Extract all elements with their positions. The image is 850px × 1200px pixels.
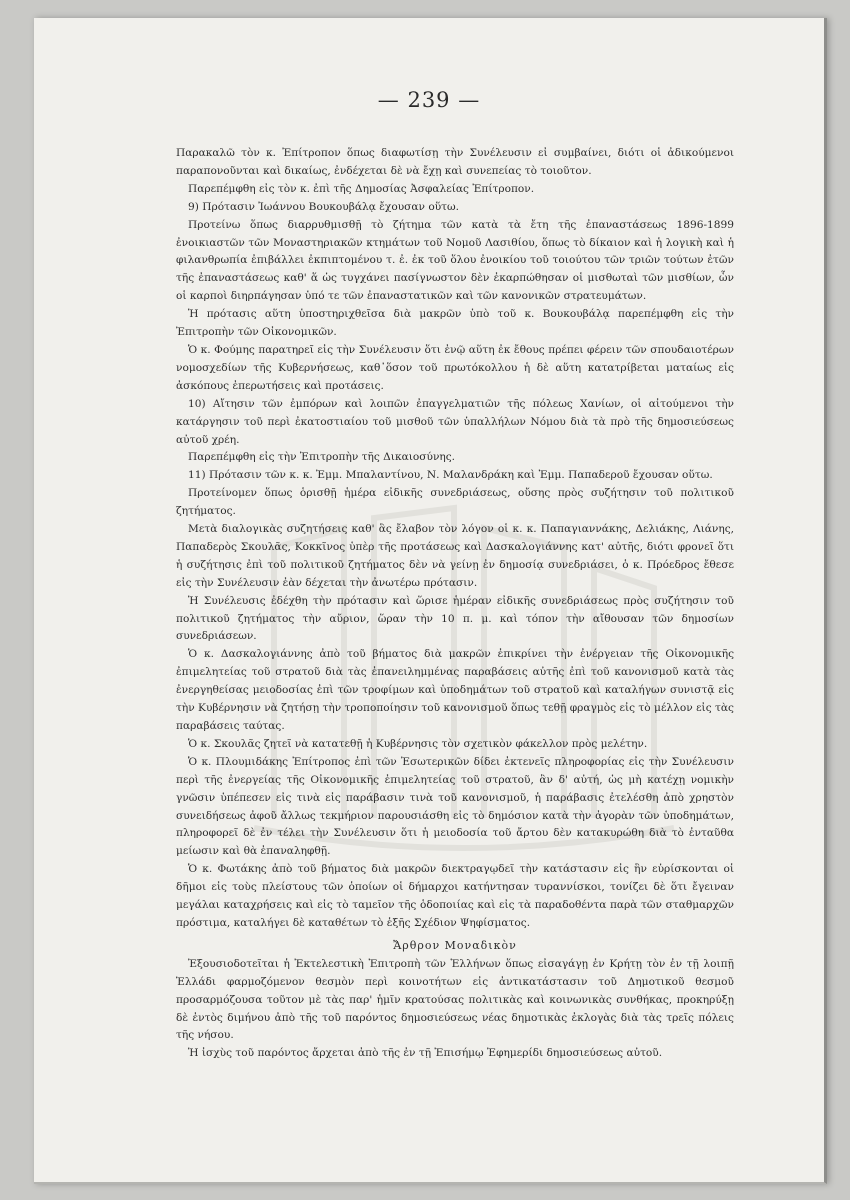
paragraph: Προτείνομεν ὅπως ὁρισθῇ ἡμέρα εἰδικῆς συνεδριάσεως, οὔσης πρὸς συζήτησιν τοῦ πολιτικοῦ ζητήματος. xyxy=(176,487,734,518)
paragraph: Ὁ κ. Πλουμιδάκης Ἐπίτροπος ἐπὶ τῶν Ἐσωτερικῶν δίδει ἐκτενεῖς πληροφορίας εἰς τὴν Συνέλευσιν περὶ τῆς ἐνεργείας τῆς Οἰκονομικῆς ἐπιμελητείας τοῦ στρατοῦ, ἂν δ' αὐτή, ὡς μὴ κατέχῃ νομικὴν γνῶσιν ὑπέπεσεν εἰς τινὰ εἰς παράβασιν τινὰ τοῦ κανονισμοῦ, ἡ παράβασις ἐτελέσθη ἀπὸ χρηστὸν συνειδήσεως ἀφοῦ ἄλλως τεκμήριον παρουσιάσθη εἰς τὸ δημόσιον κατὰ τὴν ἀγορὰν τῶν ὑποδημάτων, πληροφορεῖ δὲ ἐν τέλει τὴν Συνέλευσιν ὅτι ἡ μειοδοσία τοῦ ἄρτου δὲν κατακυρώθη διὰ τὸ ἐνταῦθα μείωσιν καὶ θὰ ἐπαναληφθῇ. xyxy=(176,755,734,858)
paragraph: Ἡ Συνέλευσις ἐδέχθη τὴν πρότασιν καὶ ὥρισε ἡμέραν εἰδικῆς συνεδριάσεως πρὸς συζήτησιν τοῦ πολιτικοῦ ζητήματος τὴν αὔριον, ὥραν τὴν 10 π. μ. καὶ τόπον τὴν αἴθουσαν τῶν δημοσίων συνεδριάσεων. xyxy=(176,594,734,643)
paragraph: Ἡ πρότασις αὕτη ὑποστηριχθεῖσα διὰ μακρῶν ὑπὸ τοῦ κ. Βουκουβάλᾳ παρεπέμφθη εἰς τὴν Ἐπιτροπὴν τῶν Οἰκονομικῶν. xyxy=(176,308,734,339)
paragraph: Ὁ κ. Σκουλᾶς ζητεῖ νὰ κατατεθῇ ἡ Κυβέρνησις τὸν σχετικὸν φάκελλον πρὸς μελέτην. xyxy=(188,737,648,750)
article-paragraph: Ἐξουσιοδοτεῖται ἡ Ἐκτελεστικὴ Ἐπιτροπὴ τῶν Ἑλλήνων ὅπως εἰσαγάγῃ ἐν Κρήτῃ τὸν ἐν τῇ λοιπῇ Ἑλλάδι φαρμοζόμενον θεσμὸν περὶ κοινοτήτων εἰς ἀντικατάστασιν τοῦ Δημοτικοῦ θεσμοῦ προσαρμόζουσα τοῦτον μὲ τὰς παρ' ἡμῖν κρατούσας πολιτικὰς καὶ κοινωνικὰς συνθήκας, προκηρύξῃ δὲ ἐντὸς διμήνου ἀπὸ τῆς τοῦ παρόντος δημοσιεύσεως νέας δημοτικὰς ἐκλογὰς διὰ τὰς τρεῖς πόλεις τῆς νήσου. xyxy=(176,957,734,1042)
paragraph: Προτείνω ὅπως διαρρυθμισθῇ τὸ ζήτημα τῶν κατὰ τὰ ἔτη τῆς ἐπαναστάσεως 1896-1899 ἐνοικιαστῶν τῶν Μοναστηριακῶν κτημάτων τοῦ Νομοῦ Λασιθίου, ὅπως τὸ δίκαιον καὶ ἡ λογικὴ καὶ ἡ φιλανθρωπία ἐπιβάλλει ἐκπιπτομένου τ. ἐ. ἐκ τοῦ ὅλου ἐνοικίου τοῦ τοιούτου τῶν τριῶν τούτων ἐτῶν τῆς ἐπαναστάσεως καθ' ἅ ὡς τυγχάνει πασίγνωστον δὲν ἐκαρπώθησαν οἱ μισθωταὶ τῶν μισθίων, ὧν οἱ καρποὶ διηρπάγησαν ὑπό τε τῶν ἐπαναστατικῶν καὶ τῶν κανονικῶν στρατευμάτων. xyxy=(176,218,734,303)
paragraph: Ὁ κ. Δασκαλογιάννης ἀπὸ τοῦ βήματος διὰ μακρῶν ἐπικρίνει τὴν ἐνέργειαν τῆς Οἰκονομικῆς ἐπιμελητείας τοῦ στρατοῦ διὰ τὰς ἐπανειλημμένας παραβάσεις αὐτῆς ἐπὶ τοῦ κανονισμοῦ κατὰ τὰς ἐνεργηθείσας μειοδοσίας ἐπὶ τῶν τροφίμων καὶ ὑποδημάτων τοῦ στρατοῦ καὶ καταλήγων συνιστᾷ εἰς τὴν Κυβέρνησιν νὰ ζητήσῃ τὴν τροποποίησιν τοῦ κανονισμοῦ ὅπως τεθῇ φραγμὸς εἰς τὸ μέλλον εἰς τὰς παραβάσεις ταύτας. xyxy=(176,648,734,732)
paragraph: Ὁ κ. Φωτάκης ἀπὸ τοῦ βήματος διὰ μακρῶν διεκτραγῳδεῖ τὴν κατάστασιν εἰς ἣν εὑρίσκονται οἱ δῆμοι εἰς τοὺς πλείστους τῶν ὁποίων οἱ δήμαρχοι κατήντησαν τυραννίσκοι, τονίζει δὲ ὅτι ἔγειναν μεγάλαι καταχρήσεις καὶ εἰς τὸ ταμεῖον τῆς ὁδοποιίας καὶ εἰς τὰ παραδοθέντα παρὰ τῶν σταθμαρχῶν πρόστιμα, καταλήγει δὲ καταθέτων τὸ ἑξῆς Σχέδιον Ψηφίσματος. xyxy=(176,863,734,929)
paragraph: 9) Πρότασιν Ἰωάννου Βουκουβάλᾳ ἔχουσαν οὕτω. xyxy=(188,200,460,213)
document-body xyxy=(176,145,734,1063)
paragraph: Παρεπέμφθη εἰς τὸν κ. ἐπὶ τῆς Δημοσίας Ἀσφαλείας Ἐπίτροπον. xyxy=(188,182,535,195)
article-title: Ἄρθρον Μοναδικὸν xyxy=(393,938,517,952)
paragraph: 10) Αἴτησιν τῶν ἐμπόρων καὶ λοιπῶν ἐπαγγελματιῶν τῆς πόλεως Χανίων, οἱ αἰτούμενοι τὴν κατάργησιν τοῦ περὶ ἐκατοστιαίου τοῦ μισθοῦ τῶν ὑπαλλήλων Νόμου διὰ τὰ πρὸ τῆς δημοσιεύσεως αὐτοῦ χρέη. xyxy=(176,397,734,446)
paragraph: Ὁ κ. Φούμης παρατηρεῖ εἰς τὴν Συνέλευσιν ὅτι ἐνῷ αὕτη ἐκ ἔθους πρέπει φέρειν τῶν σπουδαιοτέρων νομοσχεδίων τῆς Κυβερνήσεως, καθ᾿ὅσον τοῦ πρωτόκολλου ἡ δὲ αὕτη κατατρίβεται ματαίως εἰς ἀσκόπους ἐπερωτήσεις καὶ προτάσεις. xyxy=(176,343,734,392)
paragraph: 11) Πρότασιν τῶν κ. κ. Ἐμμ. Μπαλαντίνου, Ν. Μαλανδράκη καὶ Ἐμμ. Παπαδεροῦ ἔχουσαν οὕτω. xyxy=(188,469,713,482)
page-number: — 239 — xyxy=(377,88,481,112)
paragraph: Παρακαλῶ τὸν κ. Ἐπίτροπον ὅπως διαφωτίσῃ τὴν Συνέλευσιν εἰ συμβαίνει, διότι οἱ ἀδικούμενοι παραπονοῦνται καὶ δικαίως, ἐνδέχεται δὲ νὰ ἔχῃ καὶ συνεπείας τὸ τοιοῦτον. xyxy=(176,147,734,177)
article-paragraph: Ἡ ἰσχὺς τοῦ παρόντος ἄρχεται ἀπὸ τῆς ἐν τῇ Ἐπισήμῳ Ἐφημερίδι δημοσιεύσεως αὐτοῦ. xyxy=(188,1047,663,1060)
paragraph: Παρεπέμφθη εἰς τὴν Ἐπιτροπὴν τῆς Δικαιοσύνης. xyxy=(188,451,456,464)
document-page xyxy=(34,18,827,1184)
paragraph: Μετὰ διαλογικὰς συζητήσεις καθ' ἃς ἔλαβον τὸν λόγον οἱ κ. κ. Παπαγιαννάκης, Δελιάκης, Λιάνης, Παπαδερὸς Σκουλᾶς, Κοκκῖνος ὑπὲρ τῆς προτάσεως καὶ Δασκαλογιάννης κατ' αὐτῆς, διότι φρονεῖ ὅτι ἡ συζήτησις ἐπὶ τοῦ πολιτικοῦ ζητήματος δὲν νὰ γείνῃ ἐν δημοσίᾳ συνεδριάσει, ὁ κ. Πρόεδρος ἔθεσε εἰς τὴν Συνέλευσιν ἐὰν δέχεται τὴν ἀνωτέρω πρότασιν. xyxy=(176,523,734,589)
